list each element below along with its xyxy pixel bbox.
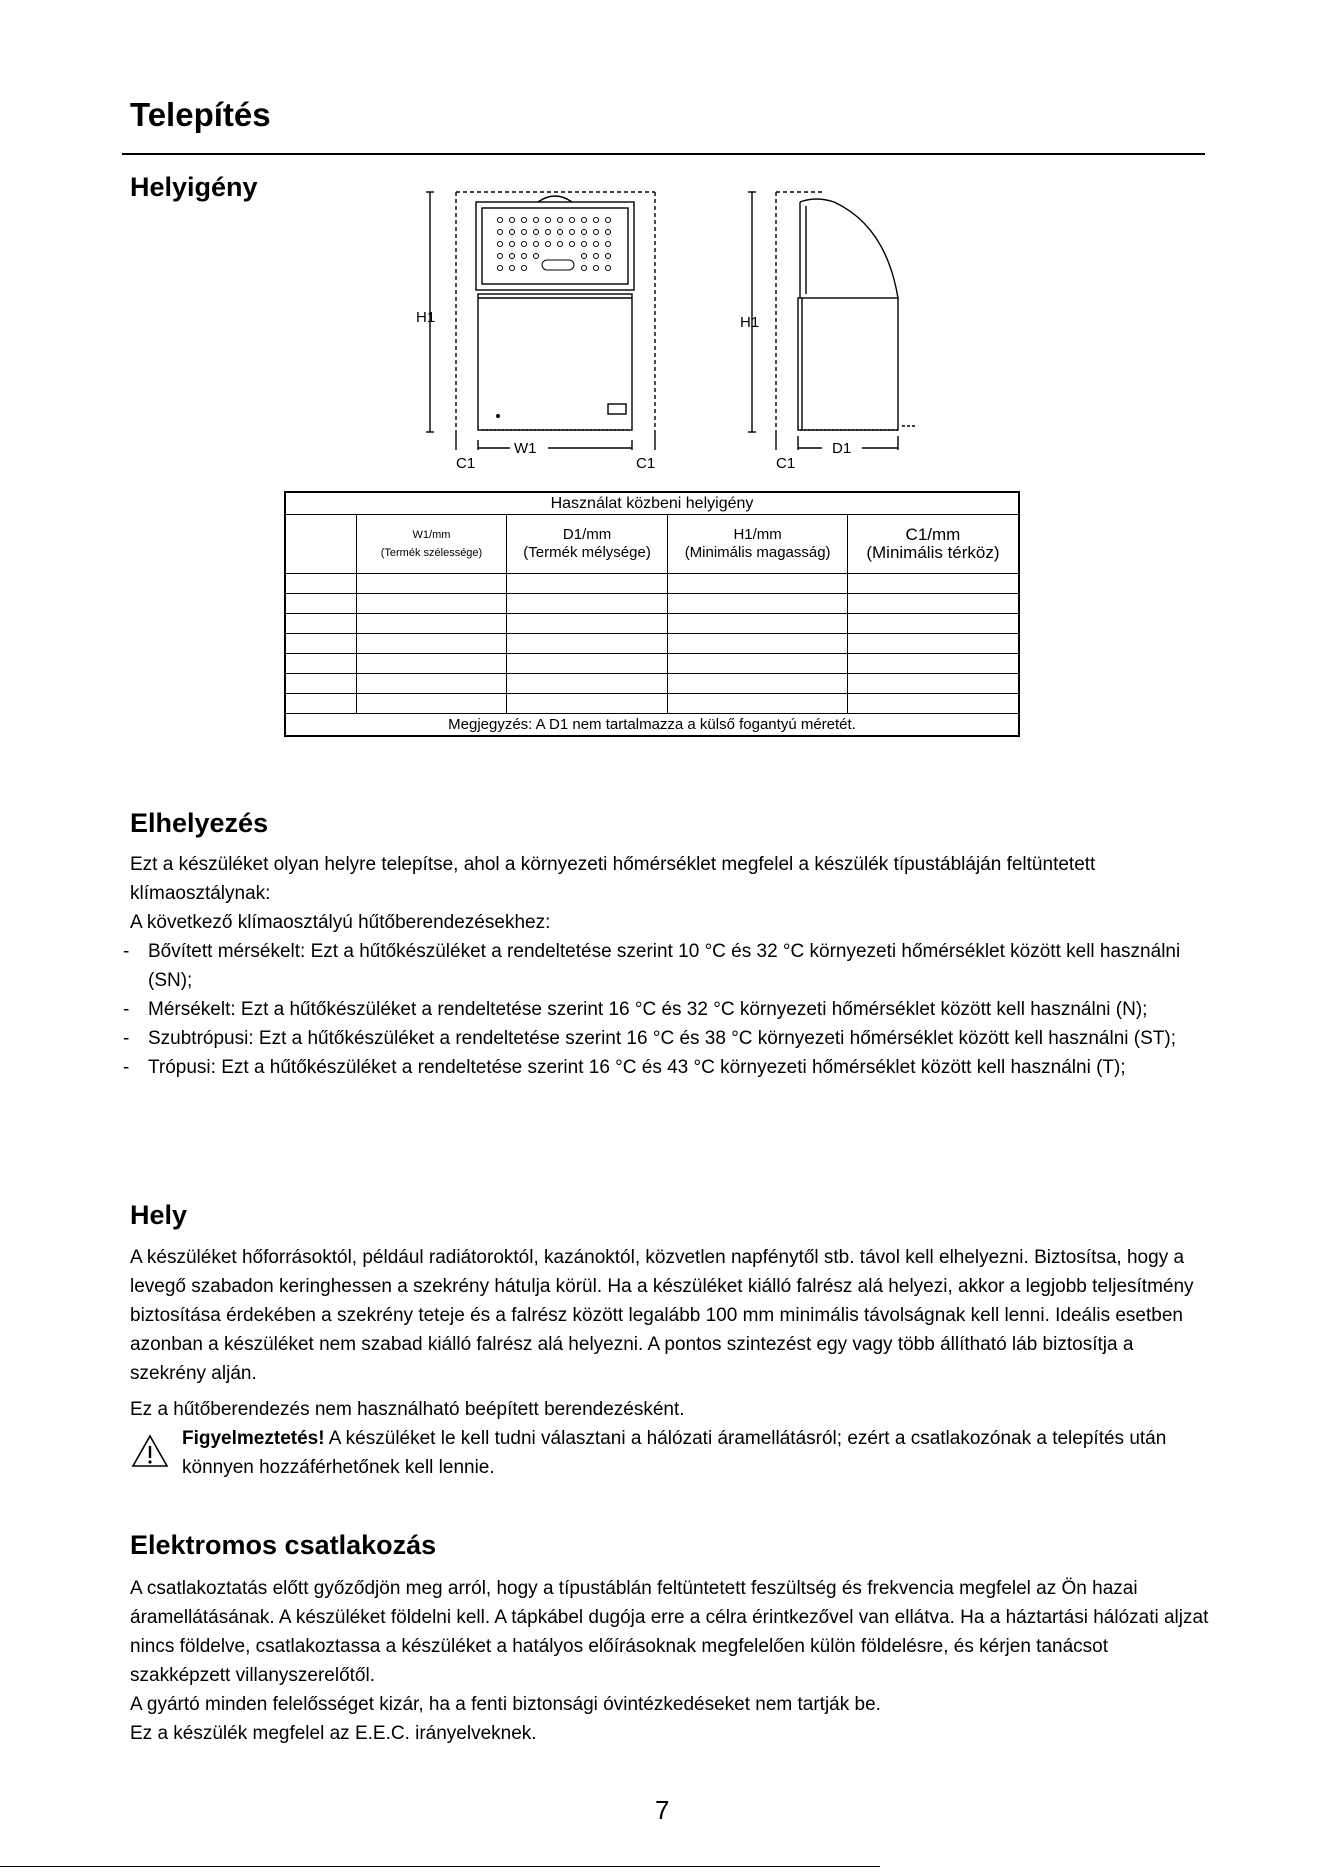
front-c1-right-label: C1: [636, 455, 656, 472]
table-row: [285, 654, 1019, 674]
header-c1-main: C1/mm: [905, 525, 961, 544]
table-caption: Használat közbeni helyigény: [285, 492, 1019, 515]
table-row: [285, 594, 1019, 614]
climate-item-st: Szubtrópusi: Ezt a hűtőkészüléket a rendeltetése szerint 16 °C és 38 °C környezeti hőmérséklet között kell használni (ST);: [148, 1028, 1176, 1049]
header-h1-sub: (Minimális magasság): [684, 544, 831, 561]
warning-label: Figyelmeztetés!: [182, 1428, 325, 1449]
header-c1-sub: (Minimális térköz): [866, 543, 1000, 562]
front-w1-label: W1: [514, 440, 537, 457]
side-d1-label: D1: [832, 440, 852, 457]
freezer-side-diagram: [736, 186, 936, 476]
table-row: [285, 614, 1019, 634]
section-heading-elhelyezes: Elhelyezés: [130, 808, 269, 838]
list-item: - Bővített mérsékelt: Ezt a hűtőkészüléket a rendeltetése szerint 10 °C és 32 °C környezeti hőmérséklet között kell használni (SN);: [123, 941, 1181, 991]
climate-item-t: Trópusi: Ezt a hűtőkészüléket a rendeltetése szerint 16 °C és 43 °C környezeti hőmérséklet között kell használni (T);: [148, 1057, 1126, 1078]
table-row: [285, 694, 1019, 714]
elektromos-compliance: Ez a készülék megfelel az E.E.C. irányelveknek.: [130, 1723, 537, 1744]
front-c1-left-label: C1: [456, 455, 476, 472]
header-h1-main: H1/mm: [733, 526, 782, 543]
table-note: Megjegyzés: A D1 nem tartalmazza a külső fogantyú méretét.: [285, 714, 1019, 737]
title-divider: [122, 153, 1205, 155]
header-w1-sub: (Termék szélessége): [380, 547, 483, 559]
elhelyezes-intro: Ezt a készüléket olyan helyre telepítse, ahol a környezeti hőmérséklet megfelel a készülék típustábláján feltüntetett klímaosztálynak:: [130, 854, 1096, 904]
hely-paragraph: A készüléket hőforrásoktól, például radiátoroktól, kazánoktól, közvetlen napfénytől stb. távol kell elhelyezni. Biztosítsa, hogy a levegő szabadon keringhessen a szekrény hátulja körül. Ha a készüléket kiálló falrész alá helyezi, akkor a legjobb teljesítmény biztosítása érdekében a szekrény teteje és a falrész között legalább 100 mm minimális távolságnak kell lenni. Ideális esetben azonban a készüléket nem szabad kiálló falrész alá helyezni. A pontos szintezést egy vagy több állítható láb biztosítja a szekrény alján.: [130, 1247, 1194, 1384]
table-header-blank: [285, 515, 357, 574]
table-header-h1: [668, 515, 848, 574]
list-item: - Szubtrópusi: Ezt a hűtőkészüléket a rendeltetése szerint 16 °C és 38 °C környezeti hőmérséklet között kell használni (ST);: [123, 1028, 1176, 1049]
table-header-w1: [357, 515, 507, 574]
table-row: [285, 574, 1019, 594]
table-header-c1: [847, 515, 1019, 574]
page-number: 7: [655, 1795, 670, 1825]
list-item: - Trópusi: Ezt a hűtőkészüléket a rendeltetése szerint 16 °C és 43 °C környezeti hőmérséklet között kell használni (T);: [123, 1057, 1126, 1078]
climate-class-list: [123, 937, 1213, 1082]
section-heading-hely: Hely: [130, 1200, 188, 1230]
climate-item-sn: Bővített mérsékelt: Ezt a hűtőkészüléket a rendeltetése szerint 10 °C és 32 °C környezeti hőmérséklet között kell használni (SN);: [148, 941, 1181, 991]
footer-divider: [0, 1866, 880, 1867]
elektromos-paragraph: A csatlakoztatás előtt győződjön meg arról, hogy a típustáblán feltüntetett feszültség és frekvencia megfelel az Ön hazai áramellátásának. A készüléket földelni kell. A tápkábel dugója erre a célra érintkezővel van ellátva. Ha a háztartási hálózati aljzat nincs földelve, csatlakoztassa a készüléket a hatályos előírásoknak megfelelően külön földelésre, és kérjen tanácsot szakképzett villanyszerelőtől.: [130, 1578, 1209, 1686]
elhelyezes-lead: A következő klímaosztályú hűtőberendezésekhez:: [130, 912, 551, 933]
list-item: - Mérsékelt: Ezt a hűtőkészüléket a rendeltetése szerint 16 °C és 32 °C környezeti hőmérséklet között kell használni (N);: [123, 999, 1148, 1020]
space-requirement-table: [284, 491, 1020, 737]
hely-builtin-note: Ez a hűtőberendezés nem használható beépített berendezésként.: [130, 1399, 685, 1420]
elektromos-liability: A gyártó minden felelősséget kizár, ha a fenti biztonsági óvintézkedéseket nem tartják be.: [130, 1694, 881, 1715]
freezer-front-diagram: [410, 186, 680, 476]
header-w1-main: W1/mm: [412, 529, 451, 541]
page-title: Telepítés: [130, 96, 271, 133]
header-d1-sub: (Termék mélysége): [523, 544, 651, 561]
table-row: [285, 674, 1019, 694]
side-h1-label: H1: [740, 314, 760, 331]
table-row: [285, 634, 1019, 654]
side-c1-label: C1: [776, 455, 796, 472]
header-d1-main: D1/mm: [562, 526, 612, 543]
front-h1-label: H1: [416, 309, 436, 326]
warning-text: A készüléket le kell tudni választani a hálózati áramellátásról; ezért a csatlakozónak a telepítés után könnyen hozzáférhetőnek kell lennie.: [182, 1428, 1167, 1478]
climate-item-n: Mérsékelt: Ezt a hűtőkészüléket a rendeltetése szerint 16 °C és 32 °C környezeti hőmérséklet között kell használni (N);: [148, 999, 1148, 1020]
section-heading-elektromos: Elektromos csatlakozás: [130, 1530, 437, 1560]
section-heading-helyigeny: Helyigény: [130, 172, 258, 202]
warning-triangle-icon: [130, 1432, 170, 1472]
table-header-d1: [506, 515, 668, 574]
